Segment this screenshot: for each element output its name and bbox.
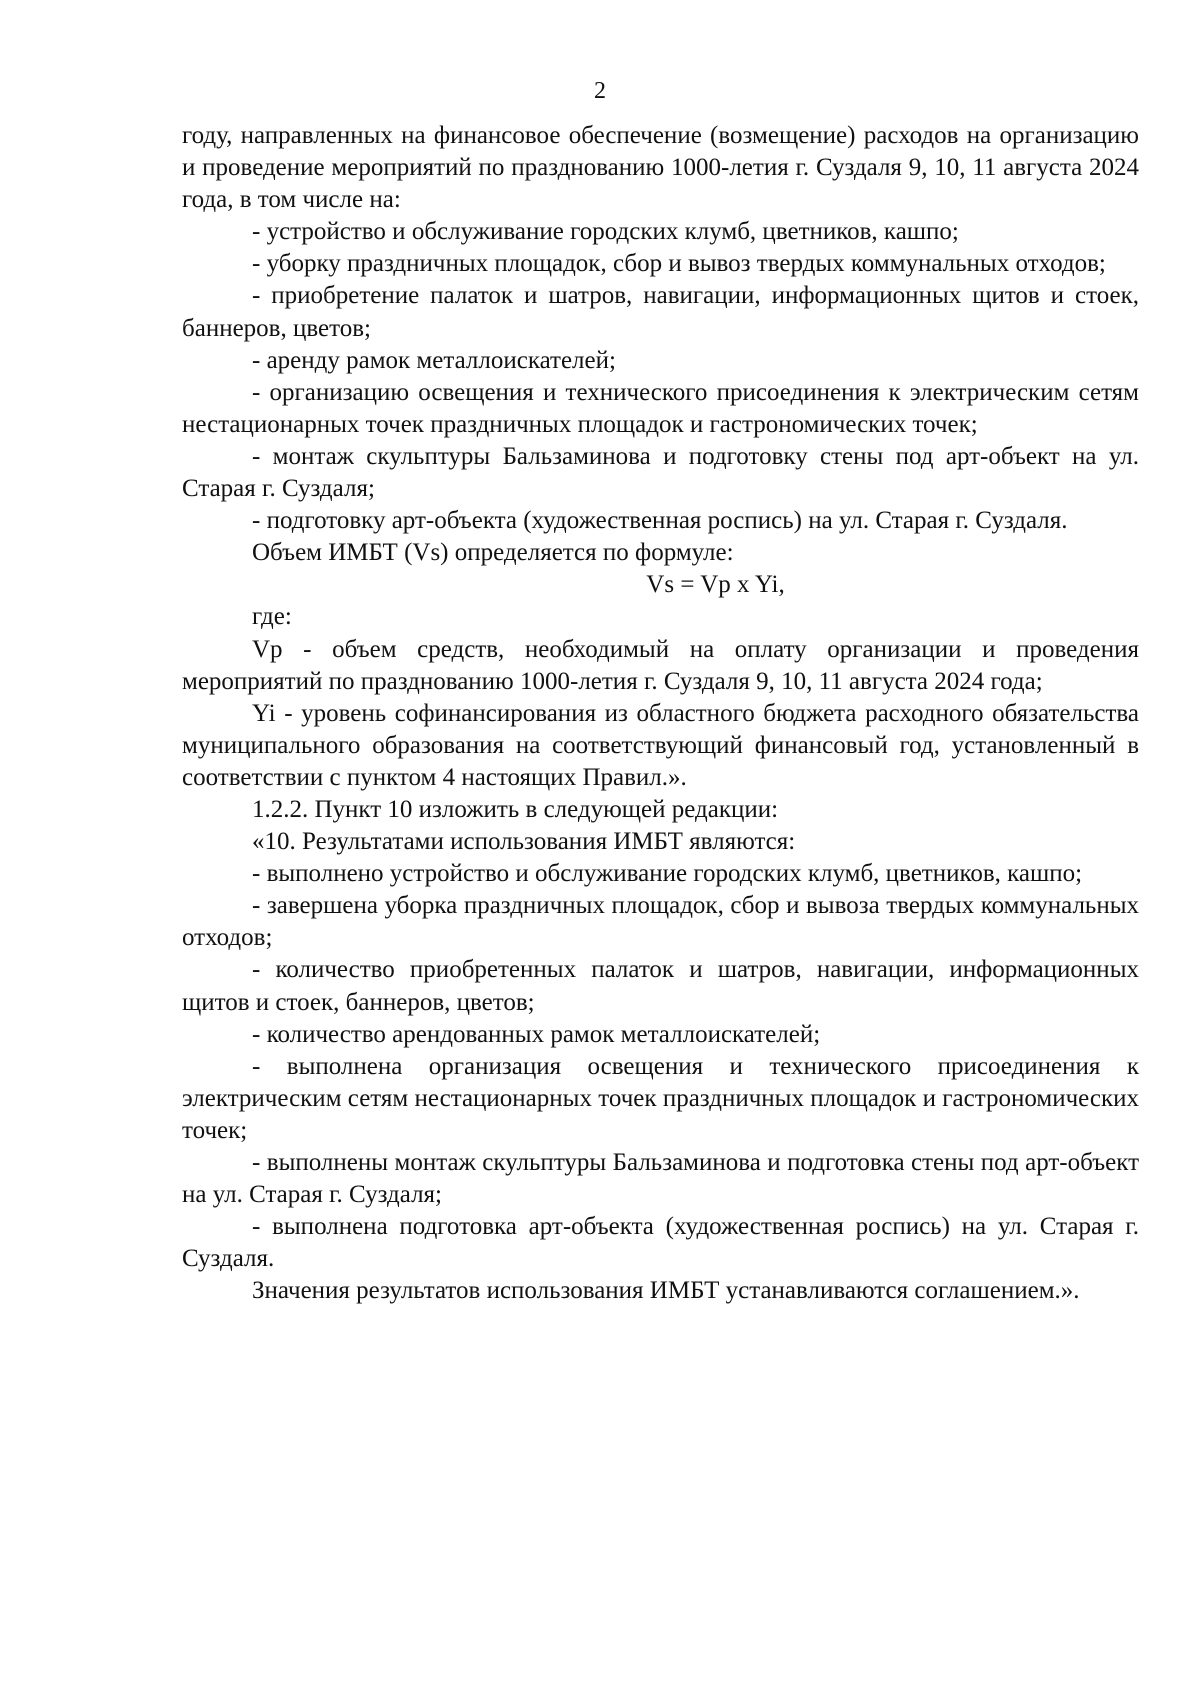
result-item-sculpture: - выполнены монтаж скульптуры Бальзаминова и подготовка стены под арт-объект на ул. Старая г. Суздаля;: [182, 1149, 1139, 1209]
result-item-metal-detectors: - количество арендованных рамок металлоискателей;: [252, 1020, 821, 1048]
list-item-art-object: - подготовку арт-объекта (художественная роспись) на ул. Старая г. Суздаля.: [252, 507, 1068, 535]
result-item-tents: - количество приобретенных палаток и шатров, навигации, информационных щитов и стоек, баннеров, цветов;: [182, 956, 1139, 1016]
formula: Vs = Vp x Yi,: [646, 571, 785, 599]
page-number: 2: [594, 78, 606, 104]
formula-yi-definition: Yi - уровень софинансирования из областного бюджета расходного обязательства муниципального образования на соответствующий финансовый год, установленный в соответствии с пунктом 4 настоящих Правил.».: [182, 699, 1139, 791]
result-item-flowerbeds: - выполнено устройство и обслуживание городских клумб, цветников, кашпо;: [252, 860, 1083, 888]
formula-vp-definition: Vp - объем средств, необходимый на оплату организации и проведения мероприятий по празднованию 1000-летия г. Суздаля 9, 10, 11 августа 2024 года;: [182, 635, 1139, 695]
list-item-sculpture: - монтаж скульптуры Бальзаминова и подготовку стены под арт-объект на ул. Старая г. Суздаля;: [182, 442, 1139, 503]
list-item-metal-detectors: - аренду рамок металлоискателей;: [252, 346, 616, 374]
paragraph-intro-continuation: году, направленных на финансовое обеспечение (возмещение) расходов на организацию и проведение мероприятий по празднованию 1000-летия г. Суздаля 9, 10, 11 августа 2024 года, в том числе на:: [182, 122, 1139, 214]
list-item-lighting: - организацию освещения и технического присоединения к электрическим сетям нестационарных точек праздничных площадок и гастрономических точек;: [182, 378, 1139, 438]
result-item-art-object: - выполнена подготовка арт-объекта (художественная роспись) на ул. Старая г. Суздаля.: [182, 1213, 1139, 1273]
formula-where: где:: [252, 603, 292, 631]
formula-intro: Объем ИМБТ (Vs) определяется по формуле:: [252, 539, 734, 567]
results-values-agreement: Значения результатов использования ИМБТ устанавливаются соглашением.».: [252, 1277, 1080, 1305]
result-item-cleaning: - завершена уборка праздничных площадок, сбор и вывоза твердых коммунальных отходов;: [182, 892, 1139, 952]
list-item-cleaning: - уборку праздничных площадок, сбор и вывоз твердых коммунальных отходов;: [252, 250, 1106, 278]
list-item-tents: - приобретение палаток и шатров, навигации, информационных щитов и стоек, баннеров, цветов;: [182, 282, 1139, 342]
list-item-flowerbeds: - устройство и обслуживание городских клумб, цветников, кашпо;: [252, 218, 959, 246]
section-1-2-2: 1.2.2. Пункт 10 изложить в следующей редакции:: [252, 795, 779, 823]
result-item-lighting: - выполнена организация освещения и технического присоединения к электрическим сетям нестационарных точек праздничных площадок и гастрономических точек;: [182, 1052, 1139, 1144]
point-10-heading: «10. Результатами использования ИМБТ являются:: [252, 828, 796, 856]
document-body: [182, 120, 1139, 1307]
